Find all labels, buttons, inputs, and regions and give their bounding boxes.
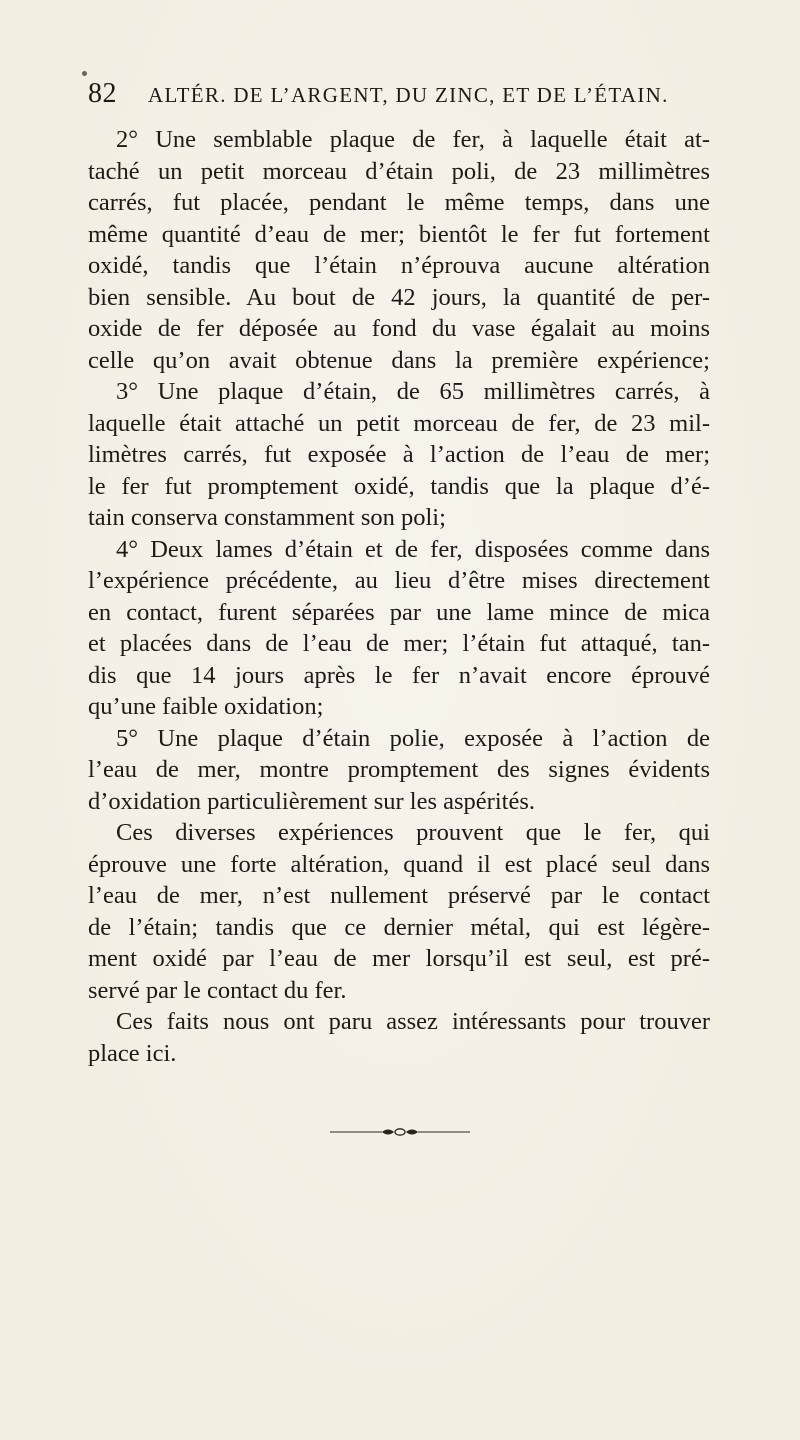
text-line: bien sensible. Au bout de 42 jours, la quantité de per- xyxy=(88,283,710,311)
running-title: ALTÉR. DE L’ARGENT, DU ZINC, ET DE L’ÉTAIN. xyxy=(148,83,669,107)
text-line: 3° Une plaque d’étain, de 65 millimètres carrés, à xyxy=(116,378,710,405)
text-line: 4° Deux lames d’étain et de fer, disposées comme dans xyxy=(116,535,710,563)
text-line: Ces diverses expériences prouvent que le fer, qui xyxy=(116,819,710,846)
text-line: même quantité d’eau de mer; bientôt le fer fut fortement xyxy=(88,220,710,248)
ornament-divider xyxy=(330,1126,470,1138)
body-text xyxy=(88,124,710,1069)
text-line: en contact, furent séparées par une lame mince de mica xyxy=(88,598,710,626)
text-line: servé par le contact du fer. xyxy=(88,976,347,1004)
text-line: celle qu’on avait obtenue dans la première expérience; xyxy=(88,346,710,374)
ornament-center xyxy=(395,1129,405,1135)
text-line: l’eau de mer, montre promptement des signes évidents xyxy=(88,756,710,783)
text-line: éprouve une forte altération, quand il est placé seul dans xyxy=(88,850,710,878)
text-line: 2° Une semblable plaque de fer, à laquelle était at- xyxy=(116,126,710,153)
text-line: l’eau de mer, n’est nullement préservé par le contact xyxy=(88,882,710,909)
text-line: limètres carrés, fut exposée à l’action de l’eau de mer; xyxy=(88,441,710,468)
text-line: carrés, fut placée, pendant le même temps, dans une xyxy=(88,189,710,216)
text-line: dis que 14 jours après le fer n’avait encore éprouvé xyxy=(88,661,710,689)
text-line: tain conserva constamment son poli; xyxy=(88,504,446,531)
ink-speck xyxy=(82,71,87,76)
text-line: oxide de fer déposée au fond du vase égalait au moins xyxy=(88,315,710,342)
running-head xyxy=(88,78,710,118)
text-line: l’expérience précédente, au lieu d’être mises directement xyxy=(88,567,710,594)
text-line: 5° Une plaque d’étain polie, exposée à l’action de xyxy=(116,724,710,752)
text-line: le fer fut promptement oxidé, tandis que la plaque d’é- xyxy=(88,472,710,500)
ornament-swash-left xyxy=(382,1130,394,1135)
text-line: laquelle était attaché un petit morceau de fer, de 23 mil- xyxy=(88,409,710,437)
text-line: qu’une faible oxidation; xyxy=(88,693,324,720)
ornament-swash-right xyxy=(406,1130,418,1135)
text-line: Ces faits nous ont paru assez intéressants pour trouver xyxy=(116,1008,710,1035)
text-line: taché un petit morceau d’étain poli, de 23 millimètres xyxy=(88,157,710,185)
text-line: de l’étain; tandis que ce dernier métal, qui est légère- xyxy=(88,913,710,941)
text-line: et placées dans de l’eau de mer; l’étain fut attaqué, tan- xyxy=(88,630,710,657)
page-number: 82 xyxy=(88,78,117,109)
text-line: place ici. xyxy=(88,1039,177,1067)
text-line: oxidé, tandis que l’étain n’éprouva aucune altération xyxy=(88,252,710,279)
text-line: d’oxidation particulièrement sur les aspérités. xyxy=(88,787,535,815)
text-line: ment oxidé par l’eau de mer lorsqu’il est seul, est pré- xyxy=(88,945,710,972)
